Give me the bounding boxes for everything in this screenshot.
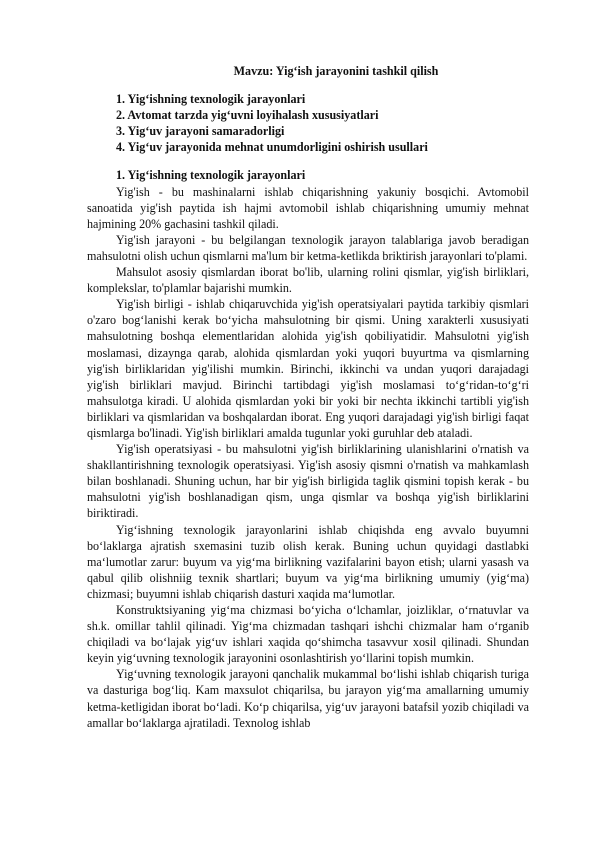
toc-item: 1. Yig‘ishning texnologik jarayonlari (116, 92, 306, 107)
paragraph: Mahsulot asosiy qismlardan iborat bo'lib, ularning rolini qismlar, yig'ish birliklari, komplekslar, to'plamlar bajarishi mumkin. (87, 265, 529, 296)
paragraph: Yig'ish - bu mashinalarni ishlab chiqarishning yakuniy bosqichi. Avtomobil sanoatida yig'ish paytida ish hajmi avtomobil ishlab chiqarishning umumiy mehnat hajmining 20% gachasini tashkil qiladi. (87, 184, 529, 231)
section-heading: 1. Yig‘ishning texnologik jarayonlari (116, 168, 306, 183)
toc-item: 4. Yig‘uv jarayonida mehnat unumdorligini oshirish usullari (116, 140, 428, 155)
paragraph: Konstruktsiyaning yig‘ma chizmasi bo‘yicha o‘lchamlar, joizliklar, o‘rnatuvlar va sh.k. omillar tahlil qilinadi. Yig‘ma chizmadan tashqari ishchi chizmalar ham o‘rganib chiqiladi va bo‘lajak yig‘uv ishlari xaqida qo‘shimcha tasavvur xosil qilinadi. Shundan keyin yig‘uvning texnologik jarayonini osonlashtirish yo‘llarini topish mumkin. (87, 603, 529, 666)
paragraph: Yig‘ishning texnologik jarayonlarini ishlab chiqishda eng avvalo buyumni bo‘laklarga ajratish sxemasini tuzib olish kerak. Buning uchun quyidagi dastlabki ma‘lumotlar zarur: buyum va yig‘ma birlikning vazifalarini bayon etish; ularni yasash va qabul qilib olishniig texnik shartlari; buyum va yig‘ma birlikning umumiy (yig‘ma) chizmasi; buyumni ishlab chiqarish dasturi xaqida ma‘lumotlar. (87, 522, 529, 601)
toc-item: 2. Avtomat tarzda yig‘uvni loyihalash xususiyatlari (116, 108, 379, 123)
paragraph: Yig'ish operatsiyasi - bu mahsulotni yig'ish birliklarining ulanishlarini o'rnatish va shakllantirishning texnologik operatsiyasi. Yig'ish asosiy qismni o'rnatish va mahkamlash bilan boshlanadi. Shuning uchun, har bir yig'ish birligida taglik qismini topish kerak - bu mahsulotni yig'ish boshlanadigan qism, unga qismlar va boshqa yig'ish birliklarini biriktiradi. (87, 442, 529, 521)
paragraph: Yig'ish jarayoni - bu belgilangan texnologik jarayon talablariga javob beradigan mahsulotni olish uchun qismlarni ma'lum bir ketma-ketlikda briktirish jarayonlari to'plami. (87, 232, 529, 263)
paragraph: Yig'ish birligi - ishlab chiqaruvchida yig'ish operatsiyalari paytida tarkibiy qismlari o'zaro bog‘lanishi kerak bo‘yicha mahsulotning bir qismi. Uning xarakterli xususiyati mahsulotning boshqa elementlaridan alohida yig'ish qobiliyatidir. Mahsulotni yig'ish moslamasi, dizaynga qarab, alohida qismlardan yoki yuqori buyurtma va qismlarning yig'ish birliklaridan yig'ilishi mumkin. Birinchi, ikkinchi va undan yuqori darajadagi yig'ish birliklari mavjud. Birinchi tartibdagi yig'ish moslamasi to‘g‘ridan-to‘g‘ri mahsulotga kiradi. U alohida qismlardan yoki bir yoki bir nechta ikkinchi tartibli yig'ish birliklari va qismlaridan va boshqalardan iborat. Eng yuqori darajadagi yig'ish birligi faqat qismlarga bo'linadi. Yig'ish birliklari amalda tugunlar yoki guruhlar deb ataladi. (87, 297, 529, 440)
paragraph: Yig‘uvning texnologik jarayoni qanchalik mukammal bo‘lishi ishlab chiqarish turiga va dasturiga bog‘liq. Kam maxsulot chiqarilsa, bu jarayon yig‘ma amallarning umumiy ketma-ketligidan iborat bo‘ladi. Ko‘p chiqarilsa, yig‘uv jarayoni batafsil yozib chiqiladi va amallar bo‘laklarga ajratiladi. Texnolog ishlab (87, 667, 529, 730)
document-title: Mavzu: Yig‘ish jarayonini tashkil qilish (233, 64, 439, 78)
table-of-contents (87, 91, 529, 155)
document-page (87, 63, 529, 731)
toc-item: 3. Yig‘uv jarayoni samaradorligi (116, 124, 285, 139)
